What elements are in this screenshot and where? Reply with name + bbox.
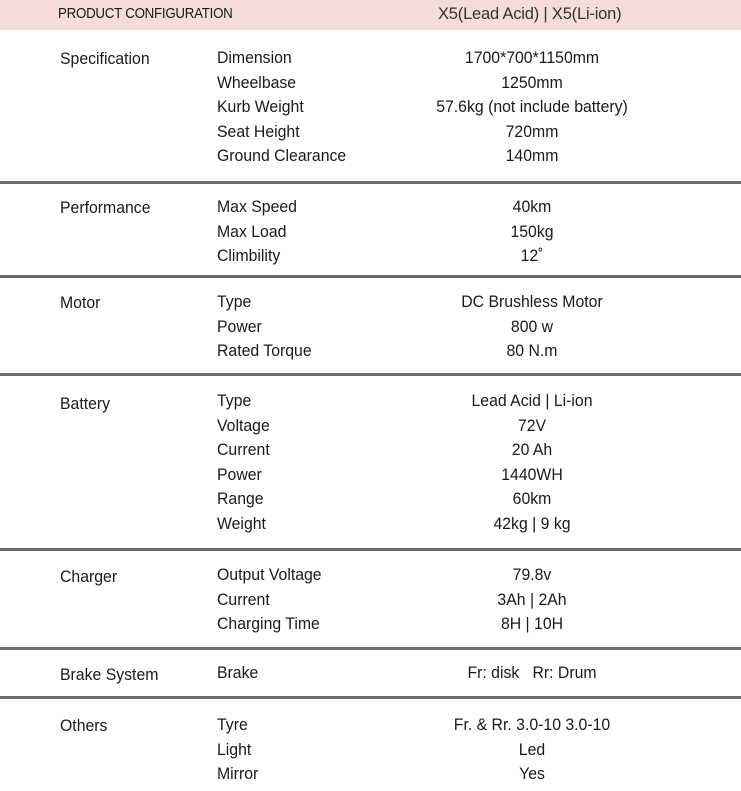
spec-name: Max Speed [217, 197, 297, 216]
spec-value: 57.6kg (not include battery) [436, 97, 628, 116]
header-model: X5(Lead Acid) | X5(Li-ion) [438, 5, 622, 23]
spec-name: Tyre [217, 715, 248, 734]
spec-name: Output Voltage [217, 565, 322, 584]
spec-name: Current [217, 440, 270, 459]
spec-value: 800 w [510, 316, 554, 336]
spec-value: 42kg | 9 kg [493, 513, 571, 533]
spec-value: 1700*700*1150mm [464, 48, 600, 67]
config-header [0, 0, 741, 30]
section-performance [0, 184, 741, 278]
spec-row [0, 740, 741, 765]
spec-name: Light [217, 739, 252, 759]
spec-value: 20 Ah [511, 440, 553, 459]
spec-value: DC Brushless Motor [461, 292, 603, 311]
spec-row [0, 73, 741, 98]
spec-row [0, 391, 741, 416]
spec-value: 79.8v [512, 565, 552, 584]
spec-value: Yes [519, 764, 545, 783]
spec-name: Current [217, 589, 270, 609]
spec-value: 12˚ [520, 246, 544, 265]
spec-value: 1440WH [501, 464, 563, 484]
section-battery [0, 376, 741, 551]
spec-name: Voltage [217, 415, 270, 435]
section-brake-system [0, 650, 741, 699]
spec-name: Power [217, 464, 262, 484]
spec-row [0, 440, 741, 465]
spec-name: Dimension [217, 48, 292, 67]
section-category: Charger [60, 567, 118, 586]
spec-row [0, 489, 741, 514]
spec-value: 150kg [510, 221, 554, 241]
spec-name: Seat Height [217, 121, 300, 141]
spec-value: Fr. & Rr. 3.0-10 3.0-10 [453, 715, 611, 734]
spec-row [0, 197, 741, 222]
spec-row [0, 317, 741, 342]
spec-row [0, 146, 741, 171]
spec-name: Brake [217, 663, 259, 682]
spec-name: Charging Time [217, 614, 320, 633]
section-category: Others [60, 716, 108, 735]
spec-value: 140mm [505, 146, 559, 165]
spec-name: Max Load [217, 221, 287, 241]
spec-name: Weight [217, 513, 266, 533]
header-title: PRODUCT CONFIGURATION [58, 6, 233, 22]
spec-row [0, 416, 741, 441]
spec-row [0, 48, 741, 73]
spec-value: 1250mm [501, 72, 563, 92]
section-motor [0, 278, 741, 376]
spec-name: Range [217, 489, 264, 508]
spec-row [0, 590, 741, 615]
spec-row [0, 465, 741, 490]
spec-row [0, 222, 741, 247]
section-category: Specification [60, 49, 150, 68]
spec-value: 8H | 10H [500, 614, 564, 633]
section-category: Motor [60, 293, 101, 312]
spec-row [0, 514, 741, 539]
spec-name: Type [217, 292, 252, 311]
section-others [0, 699, 741, 791]
spec-value: Fr: disk Rr: Drum [467, 663, 597, 682]
spec-row [0, 565, 741, 590]
section-category: Battery [60, 394, 111, 413]
spec-row [0, 122, 741, 147]
spec-value: 60km [512, 489, 552, 508]
section-category: Performance [60, 198, 151, 217]
spec-name: Ground Clearance [217, 146, 347, 165]
spec-row [0, 341, 741, 366]
section-charger [0, 551, 741, 650]
spec-value: Lead Acid | Li-ion [471, 391, 593, 410]
section-category: Brake System [60, 665, 159, 684]
spec-value: 720mm [505, 121, 559, 141]
spec-value: 72V [517, 415, 547, 435]
spec-row [0, 97, 741, 122]
spec-row [0, 715, 741, 740]
spec-row [0, 614, 741, 639]
spec-name: Wheelbase [217, 72, 297, 92]
spec-row [0, 764, 741, 789]
section-specification [0, 30, 741, 184]
spec-name: Mirror [217, 764, 259, 783]
spec-row [0, 246, 741, 271]
spec-row [0, 663, 741, 688]
spec-name: Rated Torque [217, 341, 312, 360]
spec-value: 80 N.m [506, 341, 558, 360]
spec-name: Type [217, 391, 252, 410]
spec-value: 40km [512, 197, 552, 216]
spec-value: Led [518, 739, 546, 759]
spec-row [0, 292, 741, 317]
spec-value: 3Ah | 2Ah [497, 589, 567, 609]
spec-name: Climbility [217, 246, 281, 265]
spec-name: Power [217, 316, 262, 336]
spec-name: Kurb Weight [217, 97, 304, 116]
